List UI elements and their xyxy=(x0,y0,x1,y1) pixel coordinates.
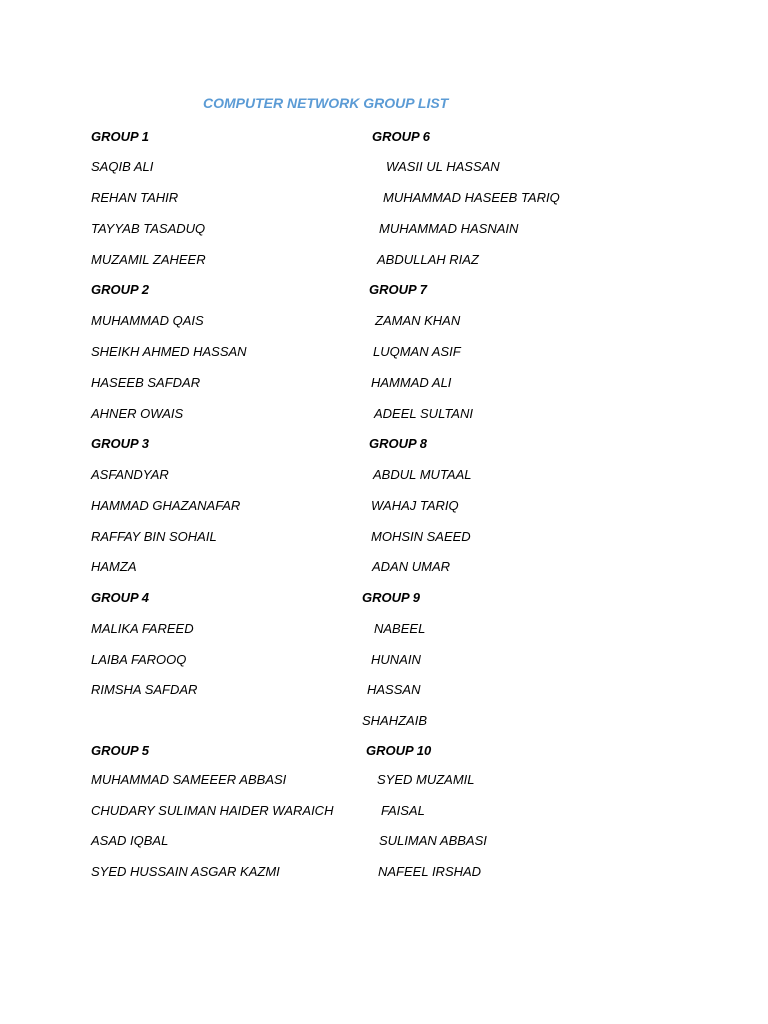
group-8-member: ADAN UMAR xyxy=(372,559,451,574)
group-10-member: NAFEEL IRSHAD xyxy=(378,864,482,879)
group-8-member: ABDUL MUTAAL xyxy=(373,467,472,482)
group-5-heading: GROUP 5 xyxy=(91,743,150,758)
group-8-heading: GROUP 8 xyxy=(369,436,428,451)
group-9-member: HASSAN xyxy=(367,682,421,697)
group-8-member: MOHSIN SAEED xyxy=(371,529,471,544)
group-3-member: HAMMAD GHAZANAFAR xyxy=(91,498,241,513)
group-5-member: CHUDARY SULIMAN HAIDER WARAICH xyxy=(91,803,334,818)
group-9-member: NABEEL xyxy=(374,621,426,636)
group-2-heading: GROUP 2 xyxy=(91,282,150,297)
group-7-member: HAMMAD ALI xyxy=(371,375,452,390)
group-6-member: MUHAMMAD HASNAIN xyxy=(379,221,519,236)
group-9-member: SHAHZAIB xyxy=(362,713,428,728)
group-3-member: ASFANDYAR xyxy=(91,467,169,482)
group-5-member: SYED HUSSAIN ASGAR KAZMI xyxy=(91,864,280,879)
group-9-heading: GROUP 9 xyxy=(362,590,421,605)
group-2-member: AHNER OWAIS xyxy=(91,406,184,421)
group-7-heading: GROUP 7 xyxy=(369,282,428,297)
group-7-member: ADEEL SULTANI xyxy=(374,406,473,421)
group-1-heading: GROUP 1 xyxy=(91,129,150,144)
group-2-member: MUHAMMAD QAIS xyxy=(91,313,204,328)
group-5-member: MUHAMMAD SAMEEER ABBASI xyxy=(91,772,287,787)
group-7-member: ZAMAN KHAN xyxy=(375,313,461,328)
group-1-member: SAQIB ALI xyxy=(91,159,154,174)
group-2-member: SHEIKH AHMED HASSAN xyxy=(91,344,247,359)
group-9-member: HUNAIN xyxy=(371,652,421,667)
group-10-heading: GROUP 10 xyxy=(366,743,432,758)
group-4-heading: GROUP 4 xyxy=(91,590,150,605)
group-1-member: REHAN TAHIR xyxy=(91,190,179,205)
group-7-member: LUQMAN ASIF xyxy=(373,344,461,359)
group-5-member: ASAD IQBAL xyxy=(91,833,169,848)
group-10-member: SYED MUZAMIL xyxy=(377,772,475,787)
group-6-member: WASII UL HASSAN xyxy=(386,159,500,174)
group-1-member: TAYYAB TASADUQ xyxy=(91,221,206,236)
group-8-member: WAHAJ TARIQ xyxy=(371,498,459,513)
group-3-member: HAMZA xyxy=(91,559,137,574)
group-2-member: HASEEB SAFDAR xyxy=(91,375,201,390)
group-4-member: LAIBA FAROOQ xyxy=(91,652,187,667)
group-6-member: ABDULLAH RIAZ xyxy=(377,252,479,267)
group-6-member: MUHAMMAD HASEEB TARIQ xyxy=(383,190,560,205)
group-4-member: MALIKA FAREED xyxy=(91,621,194,636)
group-10-member: FAISAL xyxy=(381,803,425,818)
group-6-heading: GROUP 6 xyxy=(372,129,431,144)
group-3-heading: GROUP 3 xyxy=(91,436,150,451)
group-1-member: MUZAMIL ZAHEER xyxy=(91,252,206,267)
page-title: COMPUTER NETWORK GROUP LIST xyxy=(203,95,449,111)
group-4-member: RIMSHA SAFDAR xyxy=(91,682,198,697)
group-10-member: SULIMAN ABBASI xyxy=(379,833,487,848)
group-3-member: RAFFAY BIN SOHAIL xyxy=(91,529,217,544)
